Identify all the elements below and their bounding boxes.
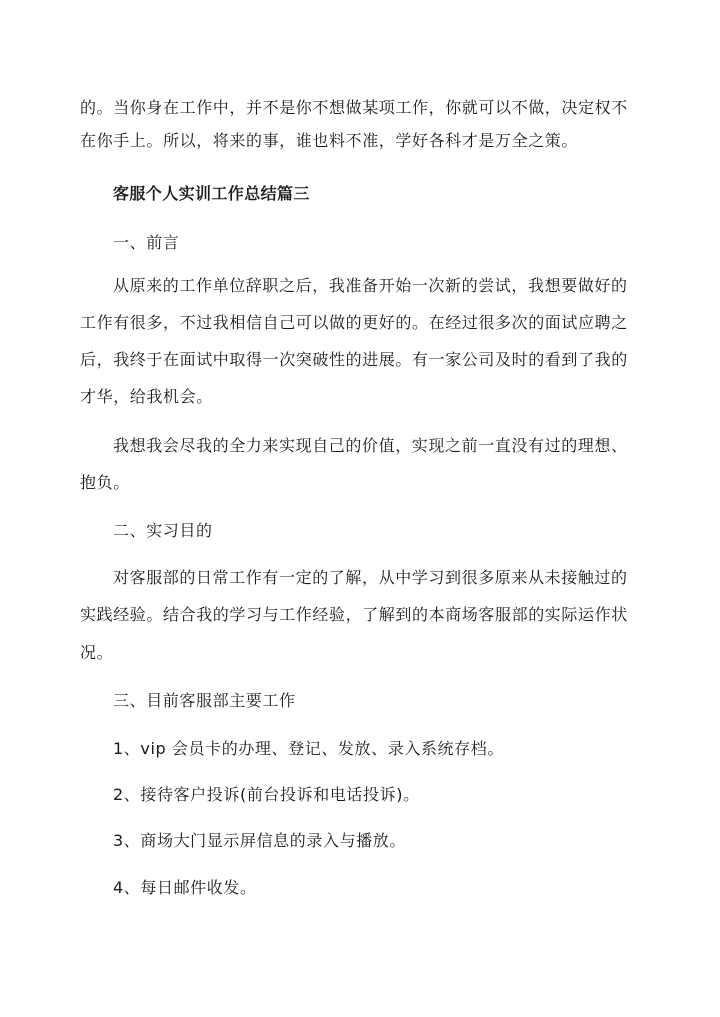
paragraph-line: 的。当你身在工作中，并不是你不想做某项工作，你就可以不做，决定权不 [80,98,628,117]
paragraph-line: 从原来的工作单位辞职之后，我准备开始一次新的尝试，我想要做好的 [113,276,628,295]
paragraph-line: 抱负。 [80,473,130,492]
paragraph-line: 我想我会尽我的全力来实现自己的价值，实现之前一直没有过的理想、 [113,436,628,455]
list-item: 3、商场大门显示屏信息的录入与播放。 [113,831,406,850]
paragraph-line: 实践经验。结合我的学习与工作经验，了解到的本商场客服部的实际运作状 [80,605,628,624]
section-heading: 二、实习目的 [113,521,213,540]
section-heading: 三、目前客服部主要工作 [113,691,296,710]
section-title: 客服个人实训工作总结篇三 [113,184,310,203]
list-item: 1、vip 会员卡的办理、登记、发放、录入系统存档。 [113,739,504,758]
paragraph-line: 后，我终于在面试中取得一次突破性的进展。有一家公司及时的看到了我的 [80,350,628,369]
paragraph-line: 才华，给我机会。 [80,387,213,406]
paragraph-line: 况。 [80,643,114,662]
list-item: 4、每日邮件收发。 [113,878,257,897]
paragraph-line: 对客服部的日常工作有一定的了解，从中学习到很多原来从未接触过的 [113,568,628,587]
list-item: 2、接待客户投诉(前台投诉和电话投诉)。 [113,785,420,804]
section-heading: 一、前言 [113,233,180,252]
paragraph-line: 工作有很多，不过我相信自己可以做的更好的。在经过很多次的面试应聘之 [80,313,628,332]
paragraph-line: 在你手上。所以，将来的事，谁也料不准，学好各科才是万全之策。 [80,131,579,150]
